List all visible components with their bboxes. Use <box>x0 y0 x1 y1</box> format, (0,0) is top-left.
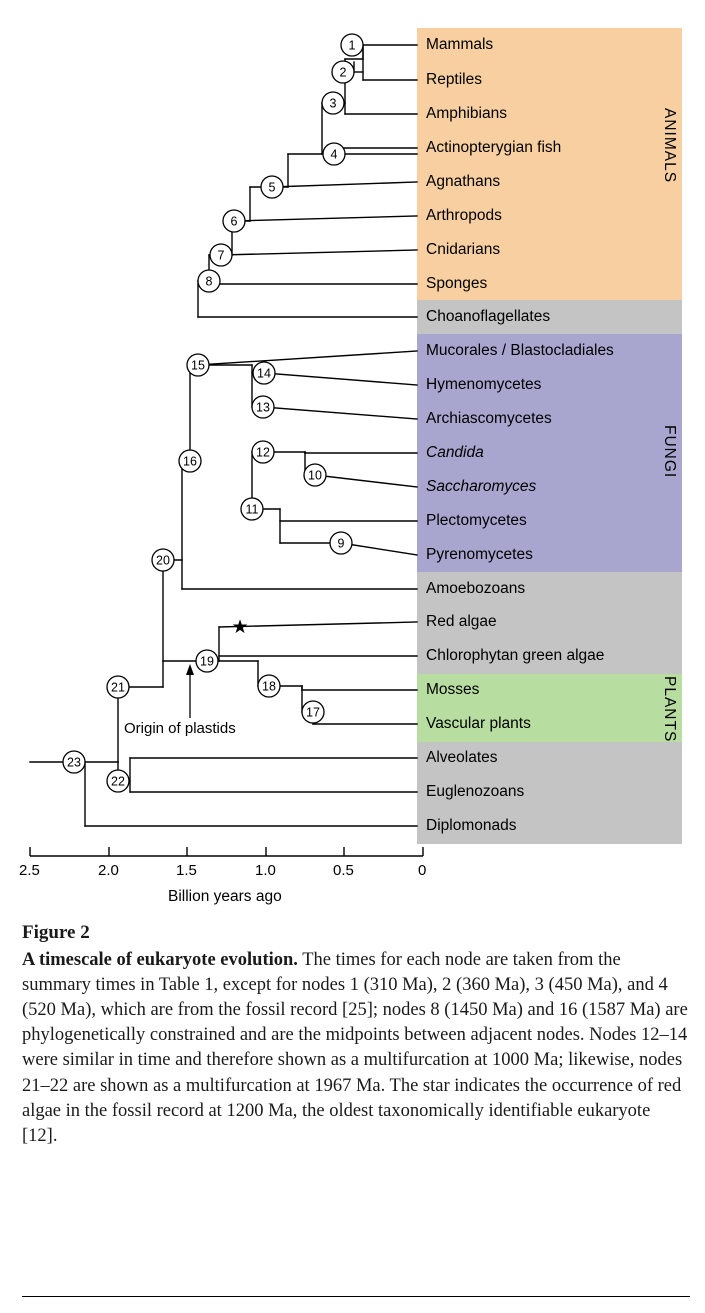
red-algae-fossil-star: ★ <box>231 617 249 638</box>
taxon-label-pyrenomycetes: Pyrenomycetes <box>426 546 533 563</box>
svg-text:11: 11 <box>245 502 259 517</box>
taxon-label-archiascomycetes: Archiascomycetes <box>426 410 552 427</box>
taxon-label-agnathans: Agnathans <box>426 173 501 190</box>
taxon-label-choanoflagellates: Choanoflagellates <box>426 308 551 325</box>
taxon-label-actinopterygian-fish: Actinopterygian fish <box>426 139 562 156</box>
time-axis <box>30 847 423 856</box>
axis-tick-2-0: 2.0 <box>98 862 119 879</box>
band-animals <box>417 28 682 300</box>
node-8 <box>198 270 220 292</box>
group-label-plants: PLANTS <box>661 676 678 743</box>
taxon-label-sponges: Sponges <box>426 275 488 292</box>
taxon-label-mammals: Mammals <box>426 36 494 53</box>
taxon-label-plectomycetes: Plectomycetes <box>426 512 527 529</box>
taxon-label-alveolates: Alveolates <box>426 749 498 766</box>
caption-body: The times for each node are taken from the summary times in Table 1, except for nodes 1 (310 Ma), 2 (360 Ma), 3 (450 Ma), and 4 (520 Ma), which are from the fossil record [25]; nodes 8 (1450 Ma) and 16 (1587 Ma) are phylogenetically constrained and are the midpoints between adjacent nodes. Nodes 12–14 were similar in time and therefore shown as a multifurcation at 1000 Ma; likewise, nodes 21–22 are shown as a multifurcation at 1967 Ma. The star indicates the occurrence of red algae in the fossil record at 1200 Ma, the oldest taxonomically identifiable eukaryote [12]. <box>22 949 688 1146</box>
node-16 <box>179 450 201 472</box>
node-9 <box>330 532 352 554</box>
svg-text:5: 5 <box>268 180 276 195</box>
svg-text:4: 4 <box>330 147 338 162</box>
node-19 <box>196 650 218 672</box>
node-22 <box>107 770 129 792</box>
node-23 <box>63 751 85 773</box>
svg-text:9: 9 <box>337 536 345 551</box>
node-11 <box>241 498 263 520</box>
svg-text:22: 22 <box>111 774 125 789</box>
taxon-label-amoebozoans: Amoebozoans <box>426 580 526 597</box>
axis-tick-0-5: 0.5 <box>333 862 354 879</box>
svg-text:3: 3 <box>329 96 337 111</box>
caption-divider <box>22 1296 690 1297</box>
node-3 <box>322 92 344 114</box>
axis-title-billion-years-ago: Billion years ago <box>168 888 282 905</box>
axis-tick-2-5: 2.5 <box>19 862 40 879</box>
node-13 <box>252 396 274 418</box>
origin-of-plastids-label: Origin of plastids <box>124 720 236 737</box>
node-5 <box>261 176 283 198</box>
taxon-label-candida: Candida <box>426 444 484 461</box>
node-14 <box>253 362 275 384</box>
node-2 <box>332 61 354 83</box>
svg-text:10: 10 <box>308 468 322 483</box>
caption-figure-number: Figure 2 <box>22 922 90 943</box>
taxon-label-vascular-plants: Vascular plants <box>426 715 531 732</box>
svg-text:16: 16 <box>183 454 197 469</box>
taxon-label-hymenomycetes: Hymenomycetes <box>426 376 542 393</box>
taxon-label-euglenozoans: Euglenozoans <box>426 783 525 800</box>
taxon-label-chlorophytan-green-algae: Chlorophytan green algae <box>426 647 605 664</box>
caption-lead: A timescale of eukaryote evolution. <box>22 949 298 970</box>
svg-text:1: 1 <box>348 38 356 53</box>
svg-text:13: 13 <box>256 400 270 415</box>
axis-tick-1-5: 1.5 <box>176 862 197 879</box>
node-15 <box>187 354 209 376</box>
node-18 <box>258 675 280 697</box>
taxon-label-saccharomyces: Saccharomyces <box>426 478 537 495</box>
node-circles <box>63 34 363 792</box>
axis-tick-0: 0 <box>418 862 427 879</box>
axis-tick-1-0: 1.0 <box>255 862 276 879</box>
taxon-label-diplomonads: Diplomonads <box>426 817 517 834</box>
node-10 <box>304 464 326 486</box>
svg-text:15: 15 <box>191 358 205 373</box>
svg-text:23: 23 <box>67 755 81 770</box>
figure-caption <box>22 920 690 1149</box>
svg-text:8: 8 <box>205 274 213 289</box>
tree-branches <box>30 45 417 826</box>
node-4 <box>323 143 345 165</box>
svg-text:18: 18 <box>262 679 276 694</box>
taxon-label-red-algae: Red algae <box>426 613 497 630</box>
node-1 <box>341 34 363 56</box>
taxon-label-reptiles: Reptiles <box>426 71 482 88</box>
taxon-label-arthropods: Arthropods <box>426 207 502 224</box>
group-label-fungi: FUNGI <box>661 425 678 479</box>
taxon-label-mosses: Mosses <box>426 681 480 698</box>
node-7 <box>210 244 232 266</box>
svg-text:6: 6 <box>230 214 238 229</box>
svg-text:21: 21 <box>111 680 125 695</box>
svg-text:19: 19 <box>200 654 214 669</box>
svg-text:12: 12 <box>256 445 270 460</box>
taxon-label-amphibians: Amphibians <box>426 105 507 122</box>
taxon-label-mucorales-blastocladiales: Mucorales / Blastocladiales <box>426 342 614 359</box>
svg-text:7: 7 <box>217 248 225 263</box>
taxon-label-cnidarians: Cnidarians <box>426 241 501 258</box>
node-17 <box>302 701 324 723</box>
node-20 <box>152 549 174 571</box>
svg-text:17: 17 <box>306 705 320 720</box>
svg-text:2: 2 <box>339 65 347 80</box>
svg-text:20: 20 <box>156 553 170 568</box>
group-label-animals: ANIMALS <box>661 108 678 184</box>
node-21 <box>107 676 129 698</box>
node-6 <box>223 210 245 232</box>
origin-of-plastids-arrow <box>186 664 194 718</box>
node-12 <box>252 441 274 463</box>
svg-text:14: 14 <box>257 366 271 381</box>
